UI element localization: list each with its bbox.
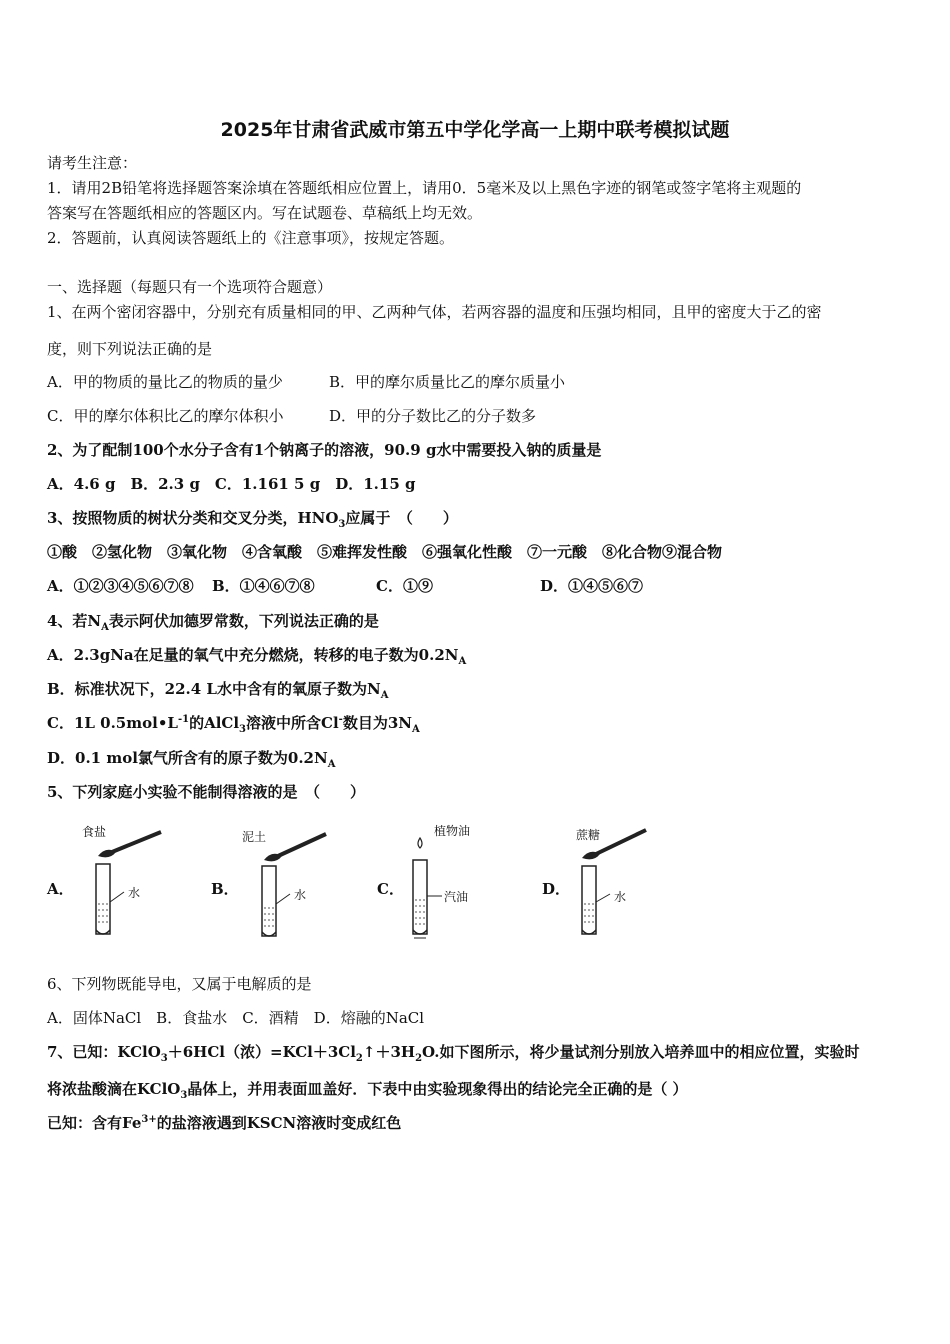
q4-option-c-mid2: 溶液中所含Cl [246,714,339,732]
q3-option-b: B．①④⑥⑦⑧ [212,577,315,595]
q1-option-b: B．甲的摩尔质量比乙的摩尔质量小 [329,373,566,391]
notice-heading: 请考生注意： [47,154,138,172]
q7-stem-a-sub3: 2 [415,1053,423,1064]
q3-stem-pre: 3、按照物质的树状分类和交叉分类，HNO [47,509,339,527]
q7-stem-a-3: ↑＋3H [362,1043,416,1061]
q5-stem: 5、下列家庭小实验不能制得溶液的是 （ ） [47,783,365,801]
q4-option-d-text: D．0.1 mol氯气所含有的原子数为0.2N [47,749,328,767]
q1-options-row1 [47,372,565,392]
q3-options [47,576,643,596]
q6-stem: 6、下列物既能导电，又属于电解质的是 [47,975,312,993]
q3-stem-post: 应属于 （ ） [345,509,458,527]
q1-options-row2 [47,406,536,426]
q7-stem-b [47,1079,688,1099]
q4-stem-sub: A [101,622,109,633]
q4-option-b [47,679,388,699]
q4-option-c-post: 数目为3N [342,714,412,732]
q4-stem [47,611,379,631]
q1-stem-a: 1、在两个密闭容器中，分别充有质量相同的甲、乙两种气体，若两容器的温度和压强均相同，且甲的密度大于乙的密 [47,303,822,321]
q4-option-a-sub: A [458,656,467,667]
q4-option-b-sub: A [380,690,389,701]
q7-stem-a-sub2: 2 [355,1053,363,1064]
q5-figure-c-letter: C． [377,880,404,898]
q4-option-c [47,713,420,733]
q7-stem-b-sub: 3 [180,1090,188,1101]
q5-figure-b [240,822,340,942]
q4-option-a-text: A．2.3gNa在足量的氧气中充分燃烧，转移的电子数为0.2N [47,646,459,664]
q7-stem-a-1: 7、已知：KClO [47,1043,161,1061]
q7-note-sup: 3+ [141,1114,157,1125]
q5-figure-d-top-label: 蔗糖 [576,828,601,842]
q5-figure-d-liquid: 水 [614,890,627,904]
q1-option-d: D．甲的分子数比乙的分子数多 [329,407,537,425]
q4-option-d-sub: A [327,759,336,770]
page-title: 2025年甘肃省武威市第五中学化学高一上期中联考模拟试题 [220,119,730,141]
q7-note-post: 的盐溶液遇到KSCN溶液时变成红色 [156,1114,402,1132]
q7-note [47,1113,401,1133]
q5-figure-a [76,820,176,940]
q5-figure-c [400,820,500,945]
section-heading: 一、选择题（每题只有一个选项符合题意） [47,278,333,296]
q5-figure-d-letter: D． [542,880,571,898]
q3-stem-sub: 3 [338,519,346,530]
q4-option-c-sub: 3 [239,724,247,735]
q2-options: A．4.6 g B．2.3 g C．1.161 5 g D．1.15 g [47,475,416,493]
q5-figure-d [566,822,666,942]
q5-figure-a-letter: A． [47,880,74,898]
q5-figure-b-liquid: 水 [294,888,307,902]
q4-stem-post: 表示阿伏加德罗常数，下列说法正确的是 [108,612,379,630]
q7-stem-b-1: 将浓盐酸滴在KClO [47,1080,181,1098]
q5-figure-a-top-label: 食盐 [82,825,107,839]
q3-stem [47,508,458,528]
q7-stem-a [47,1042,859,1062]
q4-option-c-mid: 的AlCl [189,714,240,732]
q7-stem-a-sub1: 3 [160,1053,168,1064]
q5-figure-b-top-label: 泥土 [242,830,267,844]
q4-option-a [47,645,466,665]
notice-line-1: 1．请用2B铅笔将选择题答案涂填在答题纸相应位置上，请用0．5毫米及以上黑色字迹的钢笔或签字笔将主观题的 [47,179,802,197]
q4-option-c-sup: -1 [177,714,190,725]
q3-items: ①酸 ②氢化物 ③氧化物 ④含氧酸 ⑤难挥发性酸 ⑥强氧化性酸 ⑦一元酸 ⑧化合物⑨混合物 [47,543,723,561]
q5-figure-a-liquid: 水 [128,886,141,900]
q4-option-c-text: C．1L 0.5mol•L [47,714,178,732]
q3-option-c: C．①⑨ [376,577,433,595]
notice-line-2: 2．答题前，认真阅读答题纸上的《注意事项》，按规定答题。 [47,229,455,247]
q7-stem-a-4: O.如下图所示，将少量试剂分别放入培养皿中的相应位置，实验时 [422,1043,860,1061]
q5-figure-b-letter: B． [211,880,239,898]
q7-stem-b-2: 晶体上，并用表面皿盖好．下表中由实验现象得出的结论完全正确的是（ ） [187,1080,688,1098]
q3-option-a: A．①②③④⑤⑥⑦⑧ [47,577,194,595]
notice-line-1b: 答案写在答题纸相应的答题区内。写在试题卷、草稿纸上均无效。 [47,204,483,222]
q4-option-c-sub2: A [411,724,420,735]
q1-option-a: A．甲的物质的量比乙的物质的量少 [47,373,283,391]
q5-figure-c-top-label: 植物油 [434,824,471,838]
q1-stem-b: 度，则下列说法正确的是 [47,340,213,358]
q4-option-b-text: B．标准状况下，22.4 L水中含有的氧原子数为N [47,680,381,698]
q6-options: A．固体NaCl B．食盐水 C．酒精 D．熔融的NaCl [47,1009,425,1027]
q1-option-c: C．甲的摩尔体积比乙的摩尔体积小 [47,407,284,425]
q5-figure-c-liquid: 汽油 [444,890,469,904]
q2-stem: 2、为了配制100个水分子含有1个钠离子的溶液，90.9 g水中需要投入钠的质量是 [47,441,602,459]
q3-option-d: D．①④⑤⑥⑦ [540,577,644,595]
q7-note-pre: 已知：含有Fe [47,1114,142,1132]
q4-stem-pre: 4、若N [47,612,102,630]
q4-option-c-sup2: - [338,714,343,725]
q4-option-d [47,748,335,768]
q7-stem-a-2: ＋6HCl（浓）=KCl＋3Cl [167,1043,356,1061]
